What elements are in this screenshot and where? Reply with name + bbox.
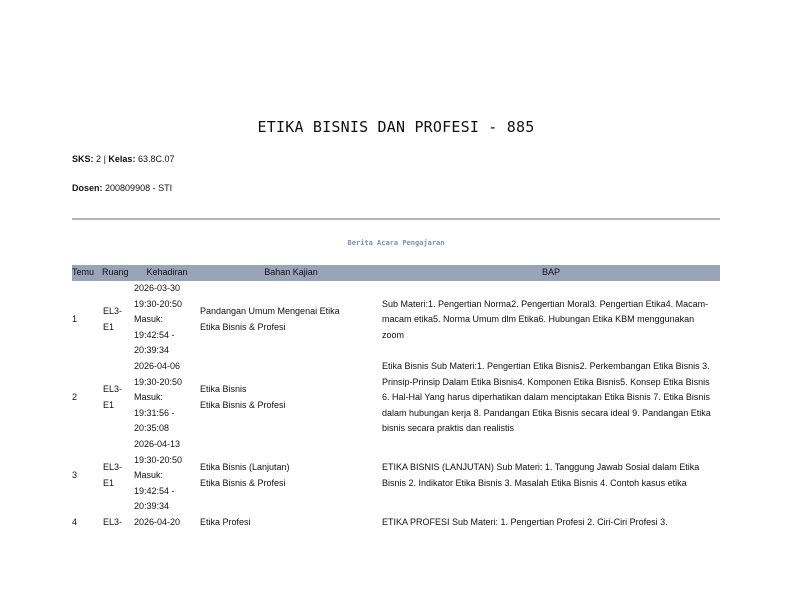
table-row (72, 437, 720, 515)
ruang-line: E1 (103, 477, 115, 488)
kehadiran-line: Masuk: (134, 392, 164, 403)
kehadiran-line: 19:30-20:50 (134, 454, 183, 465)
bahan-line: Etika Bisnis & Profesi (200, 399, 286, 410)
ruang-line: EL3- (103, 462, 123, 473)
kehadiran-line: 2026-03-30 (134, 283, 181, 293)
bahan-line: Pandangan Umum Mengenai Etika (200, 306, 340, 317)
kehadiran-line: 19:42:54 - (134, 329, 175, 340)
kehadiran-line: 2026-04-20 (134, 516, 181, 527)
bap-table (72, 265, 720, 531)
bahan-line: Etika Bisnis & Profesi (200, 477, 286, 488)
ruang-line: E1 (103, 399, 115, 410)
kehadiran-cell (134, 281, 200, 359)
document-title: ETIKA BISNIS DAN PROFESI - 885 (257, 118, 535, 136)
bahan-kajian-cell (200, 359, 382, 437)
bahan-line: Etika Bisnis (Lanjutan) (200, 462, 290, 473)
header-ruang: Ruang (102, 265, 134, 281)
kehadiran-line: 19:42:54 - (134, 485, 175, 496)
kelas-value: 63.8C.07 (137, 154, 175, 164)
horizontal-divider (72, 218, 720, 220)
ruang-line: EL3- (103, 384, 123, 395)
kehadiran-cell (134, 437, 200, 515)
kehadiran-line: 20:39:34 (134, 501, 170, 512)
kehadiran-line: Masuk: (134, 470, 164, 481)
bahan-kajian-cell (200, 281, 382, 359)
ruang-cell (102, 281, 134, 359)
bap-cell: Etika Bisnis Sub Materi:1. Pengertian Etika Bisnis2. Perkembangan Etika Bisnis 3. Prinsip-Prinsip Dalam Etika Bisnis4. Komponen Etika Bisnis5. Konsep Etika Bisnis 6. Hal-Hal Yang harus diperhatikan dalam menciptakan Etika Bisnis 7. Etika Bisnis dalam hubungan kerja 8. Pandangan Etika Bisnis secara ideal 9. Pandangan Etika bisnis secara praktis dan realistis (382, 360, 711, 434)
bap-cell: Sub Materi:1. Pengertian Norma2. Pengertian Moral3. Pengertian Etika4. Macam-macam etika5. Norma Umum dlm Etika6. Hubungan Etika KBM menggunakan zoom (382, 298, 709, 340)
bap-cell: ETIKA BISNIS (LANJUTAN) Sub Materi: 1. Tanggung Jawab Sosial dalam Etika Bisnis 2. Indikator Etika Bisnis 3. Masalah Etika Bisnis 4. Contoh kasus etika (382, 462, 700, 488)
kehadiran-line: 2026-04-06 (134, 360, 181, 371)
dosen-value: 200809908 - STI (105, 183, 173, 193)
bahan-line: Etika Bisnis & Profesi (200, 321, 286, 332)
kelas-label: Kelas: (108, 154, 136, 164)
table-row (72, 359, 720, 437)
sks-label: SKS: (72, 154, 94, 164)
header-temu: Temu (72, 265, 102, 281)
temu-cell: 1 (72, 314, 78, 325)
kehadiran-cell (134, 359, 200, 437)
ruang-cell (102, 515, 134, 531)
kehadiran-cell (134, 515, 200, 531)
bahan-line: Etika Profesi (200, 516, 251, 527)
bahan-line: Etika Bisnis (200, 384, 247, 395)
dosen-label: Dosen: (72, 183, 103, 193)
kehadiran-line: 19:31:56 - (134, 407, 175, 418)
ruang-line: EL3- (103, 516, 123, 527)
header-kehadiran: Kehadiran (134, 265, 200, 281)
course-info (72, 154, 174, 164)
section-subtitle: Berita Acara Pengajaran (347, 239, 445, 247)
bap-cell: ETIKA PROFESI Sub Materi: 1. Pengertian Profesi 2. Ciri-Ciri Profesi 3. (382, 516, 668, 527)
sks-value: 2 (96, 154, 102, 164)
table-header-row (72, 265, 720, 281)
header-bahan-kajian: Bahan Kajian (200, 265, 382, 281)
kehadiran-line: 20:35:08 (134, 423, 170, 434)
bahan-kajian-cell (200, 437, 382, 515)
ruang-cell (102, 437, 134, 515)
table-row (72, 281, 720, 359)
kehadiran-line: Masuk: (134, 314, 164, 325)
table-row (72, 515, 720, 531)
ruang-line: E1 (103, 321, 115, 332)
separator: | (103, 154, 106, 164)
lecturer-info (72, 183, 172, 193)
kehadiran-line: 19:30-20:50 (134, 376, 183, 387)
temu-cell: 3 (72, 470, 78, 481)
header-bap: BAP (382, 265, 720, 281)
kehadiran-line: 2026-04-13 (134, 438, 181, 449)
ruang-cell (102, 359, 134, 437)
temu-cell: 4 (72, 516, 78, 527)
kehadiran-line: 19:30-20:50 (134, 298, 183, 309)
temu-cell: 2 (72, 392, 78, 403)
ruang-line: EL3- (103, 306, 123, 317)
bahan-kajian-cell (200, 515, 382, 531)
kehadiran-line: 20:39:34 (134, 345, 170, 356)
